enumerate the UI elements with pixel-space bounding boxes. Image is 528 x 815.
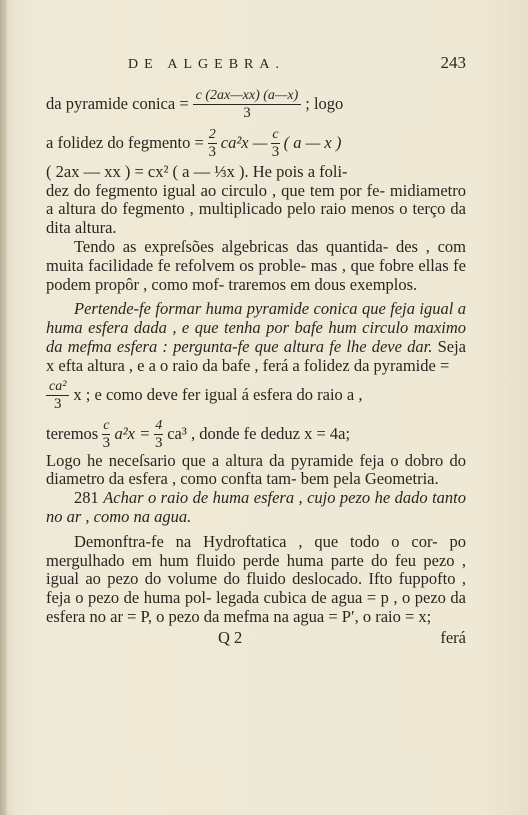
paragraph-5 <box>46 489 466 527</box>
running-title: DE ALGEBRA. <box>128 57 285 72</box>
eq3-fraction <box>46 378 69 413</box>
eq4-f1-numerator: c <box>103 417 110 433</box>
paragraph-1-first-line: ( 2ax — xx ) = cx² ( a — ⅓x ). He pois a foli- <box>46 161 348 181</box>
eq3-denominator: 3 <box>53 395 62 412</box>
eq4-f1-denominator: 3 <box>102 434 111 451</box>
eq1-lead: da pyramide conica = <box>46 93 189 113</box>
eq1-tail: ; logo <box>305 93 344 113</box>
eq2-f2-denominator: 3 <box>271 143 280 160</box>
eq2-fraction-1 <box>208 126 217 161</box>
paragraph-3 <box>46 300 466 375</box>
equation-line-3 <box>46 378 466 413</box>
equation-line-4 <box>46 417 466 452</box>
catchword: ferá <box>440 627 466 647</box>
equation-line-2 <box>46 126 466 161</box>
eq4-mid: a²x = <box>114 423 151 443</box>
eq4-fraction-2 <box>154 417 163 452</box>
paragraph-3-roman: Seja x efta altura , e a o raio da bafe , ferá a folidez da pyramide = <box>46 336 466 375</box>
signature-mark: Q 2 <box>218 627 243 647</box>
eq4-lead: teremos <box>46 423 99 443</box>
eq3-numerator: ca² <box>46 378 69 396</box>
paragraph-4: Logo he neceſsario que a altura da pyramide feja o dobro do diametro da esfera , como confta tam- bem pela Geometria. <box>46 450 466 489</box>
page-footer <box>46 629 466 648</box>
eq2-fraction-2 <box>271 126 279 161</box>
eq1-fraction <box>193 87 302 122</box>
eq2-f1-denominator: 3 <box>208 143 216 160</box>
paragraph-5-number: 281 <box>74 488 99 508</box>
paragraph-5-italic: Achar o raio de huma esfera , cujo pezo he dado tanto no ar , como na agua. <box>46 488 466 526</box>
eq2-f1-numerator: 2 <box>208 126 216 142</box>
eq4-fraction-1 <box>102 417 110 452</box>
page-text-block <box>46 48 466 648</box>
eq1-denominator: 3 <box>243 104 251 121</box>
paragraph-2: Tendo as expreſsões algebricas das quantida- des , com muita facilidade fe refolvem os proble- mas , que fobre ellas fe podem propôr , como mof- traremos em dous exemplos. <box>46 236 466 294</box>
eq1-numerator: c (2ax—xx) (a—x) <box>193 87 302 105</box>
paragraph-6: Demonftra-fe na Hydroftatica , que todo o cor- po mergulhado em hum fluido perde huma parte do feu pezo , igual ao pezo do volume do fluido deslocado. Ifto fuppofto , feja o pezo de huma pol- legada cubica de agua = p , o pezo da esfera no ar = P, o pezo da mefma na agua = P′, o raio = x; <box>46 531 466 626</box>
page-header <box>46 54 466 75</box>
page-gutter-shadow <box>0 0 7 815</box>
eq2-lead: a folidez do fegmento = <box>46 132 204 152</box>
page-number: 243 <box>440 53 466 72</box>
eq2-f2-numerator: c <box>272 126 279 142</box>
eq2-tail: ( a — x ) <box>283 132 342 152</box>
eq4-after: ca³ , donde fe deduz x = 4a; <box>167 423 351 443</box>
paragraph-3-italic: Pertende-fe formar huma pyramide conica que feja igual a huma esfera dada , e que tenha por bafe hum circulo maximo da mefma esfera : pergunta-fe que altura fe lhe deve dar. <box>46 299 466 356</box>
paragraph-1-rest: dez do fegmento igual ao circulo , que tem por fe- midiametro a altura do fegmento , multiplicado pelo raio menos o terço da dita altura. <box>46 180 466 238</box>
eq4-f2-denominator: 3 <box>154 434 163 451</box>
eq2-mid: ca²x — <box>220 132 268 152</box>
eq3-tail: x ; e como deve fer igual á esfera do raio a , <box>73 384 363 404</box>
equation-line-1 <box>46 87 466 122</box>
eq4-f2-numerator: 4 <box>155 417 163 433</box>
